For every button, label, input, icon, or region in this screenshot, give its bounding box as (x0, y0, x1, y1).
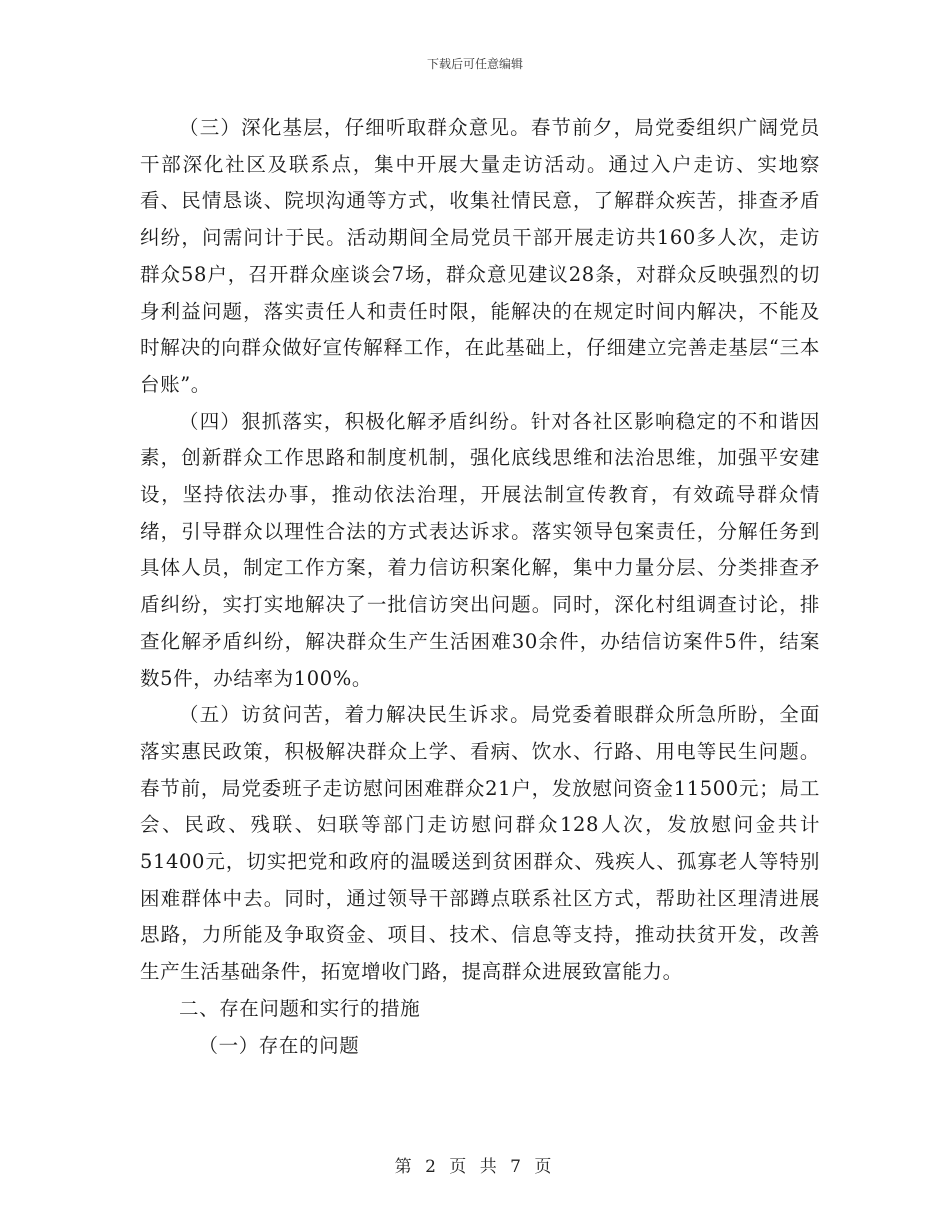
paragraph-section-4: （四）狠抓落实，积极化解矛盾纠纷。针对各社区影响稳定的不和谐因素，创新群众工作思路和制度机制，强化底线思维和法治思维，加强平安建设，坚持依法办事，推动依法治理，开展法制宣传教育，有效疏导群众情绪，引导群众以理性合法的方式表达诉求。落实领导包案责任，分解任务到具体人员，制定工作方案，着力信访积案化解，集中力量分层、分类排查矛盾纠纷，实打实地解决了一批信访突出问题。同时，深化村组调查讨论，排查化解矛盾纠纷，解决群众生产生活困难30余件，办结信访案件5件，结案数5件，办结率为100%。 (140, 409, 820, 690)
page-number: 第 2 页 共 7 页 (394, 1157, 556, 1177)
subsection-heading: （一）存在的问题 (198, 1033, 360, 1057)
section-heading: 二、存在问题和实行的措施 (179, 996, 421, 1020)
header-note: 下载后可任意编辑 (426, 57, 523, 71)
document-body (140, 110, 820, 1064)
paragraph-section-5: （五）访贫问苦，着力解决民生诉求。局党委着眼群众所急所盼，全面落实惠民政策，积极解决群众上学、看病、饮水、行路、用电等民生问题。春节前，局党委班子走访慰问困难群众21户，发放慰问资金11500元；局工会、民政、残联、妇联等部门走访慰问群众128人次，发放慰问金共计51400元，切实把党和政府的温暖送到贫困群众、残疾人、孤寡老人等特别困难群体中去。同时，通过领导干部蹲点联系社区方式，帮助社区理清进展思路，力所能及争取资金、项目、技术、信息等支持，推动扶贫开发，改善生产生活基础条件，拓宽增收门路，提高群众进展致富能力。 (140, 703, 820, 984)
paragraph-section-3: （三）深化基层，仔细听取群众意见。春节前夕，局党委组织广阔党员干部深化社区及联系点，集中开展大量走访活动。通过入户走访、实地察看、民情恳谈、院坝沟通等方式，收集社情民意，了解群众疾苦，排查矛盾纠纷，问需问计于民。活动期间全局党员干部开展走访共160多人次，走访群众58户，召开群众座谈会7场，群众意见建议28条，对群众反映强烈的切身利益问题，落实责任人和责任时限，能解决的在规定时间内解决，不能及时解决的向群众做好宣传解释工作，在此基础上，仔细建立完善走基层“三本台账”。 (140, 116, 820, 396)
